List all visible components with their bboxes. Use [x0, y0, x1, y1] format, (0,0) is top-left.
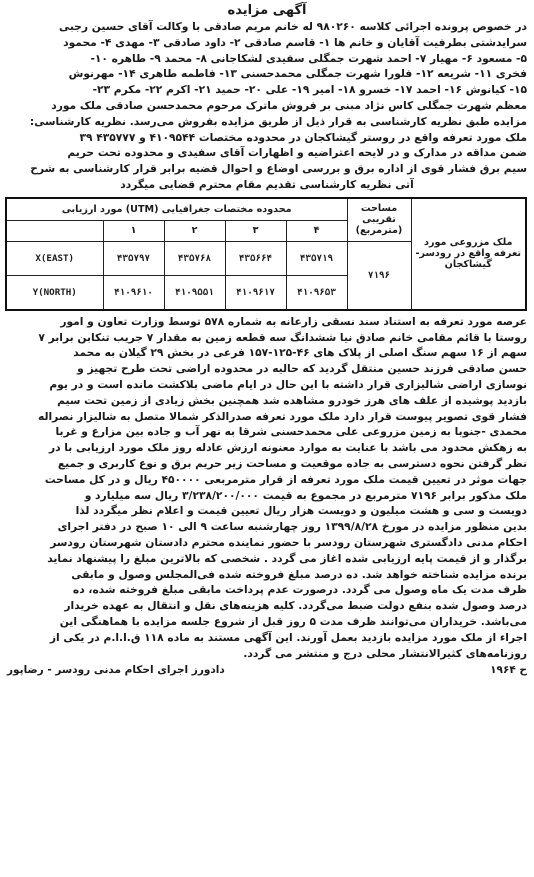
x-value: ۴۳۵۷۱۹: [286, 241, 347, 275]
parcel-label-cell: ملک مزروعی مورد تعرفه واقع در رودسر- گیشاکجان: [411, 198, 526, 310]
body-line: نظر گرفتن نحوه دسترسی به جاده موقعیت و مساحت زیر حریم برق و نوع کاربری و جمیع: [57, 456, 527, 470]
intro-line: سیم برق فشار قوی از اداره برق و بررسی اوضاع و احوال قضیه برابر قرار کارشناسی به شرح: [30, 162, 527, 176]
body-line: عرصه مورد تعرفه به استناد سند نسقی زارعانه به شماره ۵۷۸ توسط وزارت تعاون و امور: [60, 314, 527, 328]
intro-line: آتی نظریه کارشناسی تقدیم مقام محترم قضایی میگردد: [120, 177, 414, 191]
body-line: ظرف مدت یک ماه وصول می گردد. درصورت عدم پرداخت مابقی مبلغ فروخته شده، ده: [72, 583, 527, 597]
y-value: ۴۱۰۹۶۵۳: [286, 275, 347, 310]
body-line: حسن صادقی فرزند حسین منتقل گردید که حالیه در محدوده اراضی تحت طرح تجهیز و: [77, 362, 527, 376]
signature: دادورز اجرای احکام مدنی رودسر - رضاپور: [7, 664, 225, 677]
body-line: برنده مزایده شناخته خواهد شد. ده درصد مبلغ فروخته شده فی‌المجلس وصول و مابقی: [71, 567, 527, 581]
point-number: ۴: [286, 220, 347, 241]
body-line: بدین منظور مزایده در مورخ ۱۳۹۹/۸/۲۸ روز چهارشنبه ساعت ۹ الی ۱۰ صبح در دفتر اجرای: [57, 520, 527, 534]
point-number: ۱: [103, 220, 164, 241]
intro-line: مزایده طبق نظریه کارشناسی به قرار ذیل از طریق مزایده بفروش می‌رسد. نظریه کارشناسی:: [29, 114, 527, 128]
body-line: دویست و سی و هشت میلیون و دویست هزار ریال تعیین قیمت و اعلام نظر میگردد لذا: [75, 504, 527, 518]
coordinates-table: [5, 197, 527, 311]
body-line: اجراء از ملک مورد مزایده بازدید بعمل آورند. این آگهی مستند به ماده ۱۱۸ ق.ا.ا.م در یکی از: [49, 630, 527, 644]
intro-line: ۵- مسعود ۶- مهیار ۷- احمد شهرت جمگلی سفیدی لشکاجانی ۸- محمد ۹- طاهره ۱۰-: [90, 51, 527, 65]
y-value: ۴۱۰۹۶۱۰: [103, 275, 164, 310]
body-line: نوسازی اراضی شالیزاری قرار داشته با این حال در ایام ماضی بلاکشت مانده است و در یوم: [49, 377, 527, 391]
body-line: بازدید پوشیده از علف های هرز خودرو مشاهده شد همچنین بخش زیادی از زمین تحت سیم: [57, 393, 527, 407]
coords-label-cell: محدوده مختصات جغرافیایی (UTM) مورد ارزیابی: [6, 198, 347, 221]
x-axis-label: X(EAST): [6, 241, 103, 275]
body-line: به زهکش محدود می باشد با عنایت به موارد معنونه ارزش عادله روز ملک مورد ارزیابی با در: [48, 441, 527, 455]
body-line: فشار قوی تصویر پیوست قرار دارد ملک مورد تعرفه صدرالذکر شمالا متصل به شالیزار نصراله: [37, 409, 527, 423]
intro-line: ضمن مداقه در مدارک و در لایحه اعتراضیه و اظهارات آقای سفیدی و محدوده تحت حریم: [67, 146, 527, 160]
body-paragraph: [7, 314, 527, 662]
body-line: محمدی -جنوبا به زمین مزروعی علی محمدحسنی شرقا به نهر آب و جاده بین مزارع و غربا: [55, 425, 527, 439]
body-line: ملک مذکور برابر ۷۱۹۶ مترمربع در مجموع به قیمت ۳/۲۳۸/۲۰۰/۰۰۰ ریال سه میلیارد و: [84, 488, 527, 502]
body-line: جهات موثر در تعیین قیمت ملک مورد تعرفه از قرار مترمربعی ۴۵۰۰۰۰ ریال و در کل مساحت: [44, 472, 527, 486]
intro-line: ۱۵- کیانوش ۱۶- احمد ۱۷- خسرو ۱۸- امیر ۱۹- علی ۲۰- حمید ۲۱- اکرم ۲۲- مکرم ۲۳-: [92, 83, 527, 97]
body-line: می‌باشد. خریداران می‌توانند ظرف مدت ۵ روز قبل از شروع جلسه مزایده با هماهنگی این: [59, 614, 527, 628]
intro-line: در خصوص پرونده اجرائی کلاسه ۹۸۰۲۶۰ له خانم مریم صادقی با وکالت آقای حسین رجبی: [59, 20, 527, 33]
point-number: ۲: [164, 220, 225, 241]
intro-line: فخری ۱۱- شریعه ۱۲- فلورا شهرت جمگلی محمدحسنی ۱۳- فاطمه طاهری ۱۴- مهرنوش: [68, 67, 527, 81]
intro-paragraph: [7, 19, 527, 193]
notice-title: آگهی مزایده: [227, 3, 307, 18]
body-line: درصد وصول شده بنفع دولت ضبط می‌گردد. کلیه هزینه‌های نقل و انتقال به عهده خریدار: [64, 599, 527, 613]
body-line: سهم از ۱۶ سهم سنگ اصلی از پلاک های ۴۶-۱۲۵-۱۵۷ فرعی در بخش ۲۹ گیلان به محمد: [73, 346, 527, 360]
notice-code: ح ۱۹۶۴: [490, 664, 527, 677]
notice-footer: [7, 663, 527, 678]
y-value: ۴۱۰۹۶۱۷: [225, 275, 286, 310]
x-value: ۴۳۵۷۹۷: [103, 241, 164, 275]
body-line: برگذار و از قیمت پایه ارزیابی شده اغاز می گردد . شخصی که بالاترین مبلغ را پیشنهاد نماید: [47, 551, 527, 565]
body-line: روستا با قائم مقامی خانم صادق نیا ششدانگ سه قطعه زمین به مقدار ۷ جریب تنکابن برابر ۷: [38, 330, 527, 344]
x-value: ۴۳۵۷۶۸: [164, 241, 225, 275]
body-line: روزنامه‌های کثیرالانتشار محلی درج و منتشر می گردد.: [243, 646, 527, 660]
intro-line: سرایدشتی بطرفیت آقایان و خانم ها ۱- قاسم صادقی ۲- داود صادقی ۳- مهدی ۴- محمود: [63, 35, 527, 49]
y-value: ۴۱۰۹۵۵۱: [164, 275, 225, 310]
body-line: احکام مدنی دادگستری شهرستان رودسر با حضور نماینده محترم دادستان شهرستان رودسر: [50, 535, 527, 549]
intro-line: ملک مورد تعرفه واقع در روستر گیشاکجان در محدوده مختصات ۴۱۰۹۵۴۴ و ۴۳۵۷۷۷ ۳۹: [79, 130, 527, 144]
point-number: ۳: [225, 220, 286, 241]
x-value: ۴۳۵۶۶۴: [225, 241, 286, 275]
intro-line: معظم شهرت جمگلی کاس نژاد مبنی بر فروش ماترک مرحوم محمدحسن صادقی ملک مورد: [51, 98, 527, 112]
area-label-cell: مساحت تقریبی (مترمربع): [347, 198, 411, 242]
area-value-cell: ۷۱۹۶: [347, 241, 411, 310]
y-axis-label: Y(NORTH): [6, 275, 103, 310]
axis-header-blank: [6, 220, 103, 241]
